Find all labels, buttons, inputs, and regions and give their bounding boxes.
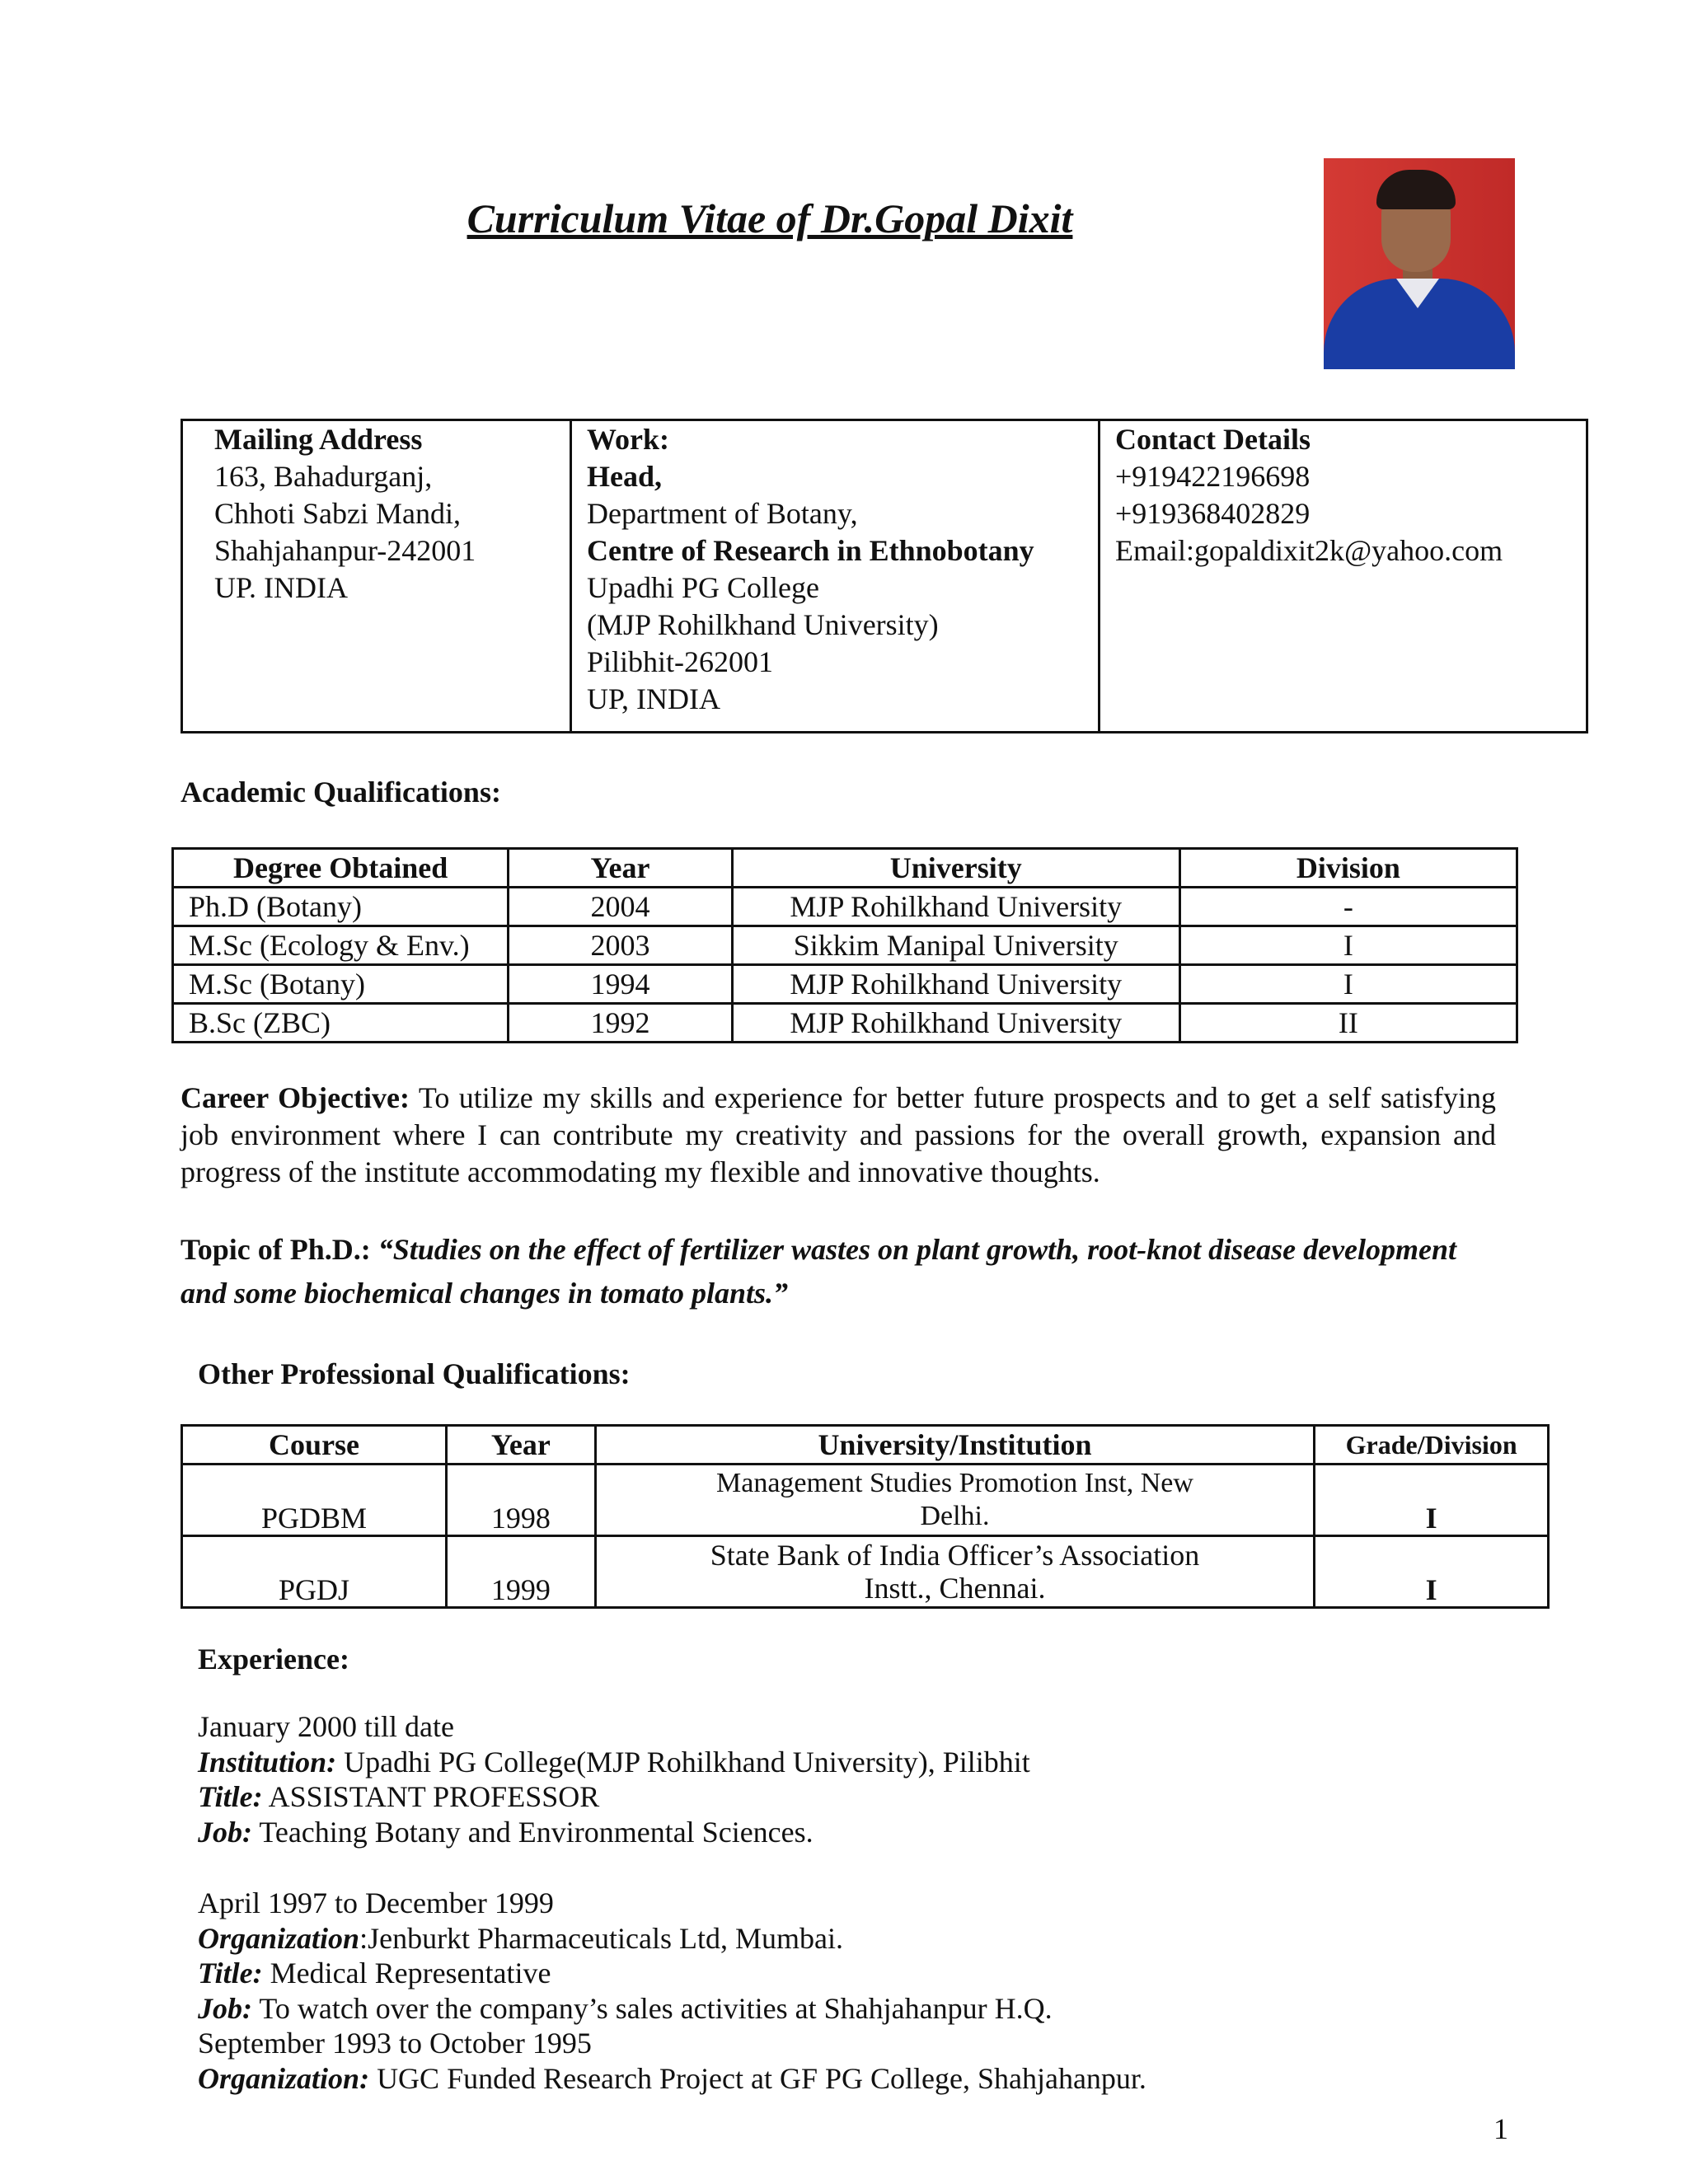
table-cell: Sikkim Manipal University [732,926,1179,965]
organization-value: :Jenburkt Pharmaceuticals Ltd, Mumbai. [359,1921,843,1955]
mailing-address-cell [183,421,572,731]
table-cell: MJP Rohilkhand University [732,888,1179,926]
work-line: Upadhi PG College [587,571,819,604]
institution-line: State Bank of India Officer’s Association [710,1539,1200,1572]
table-cell [595,1465,1315,1536]
table-cell: M.Sc (Ecology & Env.) [173,926,509,965]
title-label: Title: [198,1780,263,1813]
work-line: Pilibhit-262001 [587,645,774,678]
academic-heading: Academic Qualifications: [181,776,501,808]
work-cell [572,421,1100,731]
career-text: To utilize my skills and experience for better future prospects and to get a self satisfying job environment where I can contribute my creativity and passions for the overall growth, expansion and progress of the institute accommodating my flexible and innovative thoughts. [181,1081,1496,1188]
experience-period: April 1997 to December 1999 [198,1886,554,1919]
column-header: University [732,849,1179,888]
table-row [182,1465,1549,1536]
mailing-line: 163, Bahadurganj, [214,460,433,493]
page-number: 1 [1493,2112,1508,2145]
institution-line: Management Studies Promotion Inst, New [716,1468,1193,1498]
contact-cell [1100,421,1588,731]
table-cell: MJP Rohilkhand University [732,1004,1179,1043]
organization-value: UGC Funded Research Project at GF PG College, Shahjahanpur. [377,2061,1146,2095]
experience-institution [198,1745,1517,1780]
title-value: ASSISTANT PROFESSOR [268,1780,600,1813]
institution-value: Upadhi PG College(MJP Rohilkhand University), Pilibhit [344,1745,1030,1779]
mailing-line: Shahjahanpur-242001 [214,534,476,567]
experience-entry [198,1886,1517,2026]
job-value: Teaching Botany and Environmental Sciences. [259,1815,814,1849]
other-qualifications-heading: Other Professional Qualifications: [198,1357,631,1390]
organization-label: Organization: [198,2061,370,2095]
table-row [173,965,1517,1004]
table-cell: PGDJ [182,1536,447,1608]
job-label: Job: [198,1991,252,2025]
organization-label: Organization [198,1921,360,1955]
table-cell: I [1179,926,1517,965]
table-cell: - [1179,888,1517,926]
experience-title [198,1779,1517,1815]
table-header-row [173,849,1517,888]
column-header: Year [509,849,732,888]
experience-organization [198,1921,1517,1957]
title-value: Medical Representative [270,1957,551,1990]
institution-line: Instt., Chennai. [864,1572,1046,1605]
table-cell: 1994 [509,965,732,1004]
career-objective [181,1080,1496,1191]
work-position: Head, [587,460,663,493]
table-cell [595,1536,1315,1608]
other-qualifications-table [181,1424,1550,1609]
table-row [173,1004,1517,1043]
phone-2: +919368402829 [1115,497,1311,530]
contact-info-table [181,419,1588,733]
experience-entry [198,1709,1517,1849]
column-header: University/Institution [595,1426,1315,1465]
table-cell: II [1179,1004,1517,1043]
career-label: Career Objective: [181,1081,410,1114]
table-cell: PGDBM [182,1465,447,1536]
mailing-line: Chhoti Sabzi Mandi, [214,497,461,530]
table-row [182,1536,1549,1608]
work-dept: Department of Botany, [587,497,858,530]
table-cell: Ph.D (Botany) [173,888,509,926]
job-value: To watch over the company’s sales activities at Shahjahanpur H.Q. [259,1991,1053,2025]
phone-1: +919422196698 [1115,460,1311,493]
table-cell: 1998 [447,1465,596,1536]
table-row [173,888,1517,926]
table-cell: I [1179,965,1517,1004]
profile-photo [1324,158,1515,369]
table-cell: B.Sc (ZBC) [173,1004,509,1043]
experience-job [198,1991,1517,2027]
work-heading: Work: [587,423,670,456]
experience-period: September 1993 to October 1995 [198,2027,592,2060]
column-header: Course [182,1426,447,1465]
work-line: UP, INDIA [587,682,720,715]
email: Email:gopaldixit2k@yahoo.com [1115,534,1503,567]
table-cell: 2003 [509,926,732,965]
experience-job [198,1815,1517,1850]
table-cell: 1999 [447,1536,596,1608]
mailing-line: UP. INDIA [214,571,348,604]
column-header: Grade/Division [1315,1426,1549,1465]
table-header-row [182,1426,1549,1465]
table-cell: I [1315,1536,1549,1608]
column-header: Division [1179,849,1517,888]
experience-list [198,1709,1517,2096]
title-label: Title: [198,1957,263,1990]
academic-table [171,847,1518,1043]
table-row [173,926,1517,965]
phd-topic [181,1228,1499,1315]
contact-heading: Contact Details [1115,423,1311,456]
table-cell: 1992 [509,1004,732,1043]
phd-label: Topic of Ph.D.: [181,1233,371,1266]
job-label: Job: [198,1815,252,1849]
experience-heading: Experience: [198,1643,349,1675]
column-header: Degree Obtained [173,849,509,888]
work-line: (MJP Rohilkhand University) [587,608,939,641]
experience-organization [198,2061,1517,2097]
phd-text: “Studies on the effect of fertilizer wastes on plant growth, root-knot disease development and some biochemical changes in tomato plants.” [181,1233,1457,1310]
table-cell: I [1315,1465,1549,1536]
experience-entry [198,2026,1517,2096]
work-centre: Centre of Research in Ethnobotany [587,534,1034,567]
table-cell: M.Sc (Botany) [173,965,509,1004]
mailing-heading: Mailing Address [214,423,423,456]
column-header: Year [447,1426,596,1465]
experience-title [198,1956,1517,1991]
experience-period: January 2000 till date [198,1710,454,1743]
table-cell: MJP Rohilkhand University [732,965,1179,1004]
page-title: Curriculum Vitae of Dr.Gopal Dixit [467,195,1073,241]
institution-label: Institution: [198,1745,337,1779]
institution-line: Delhi. [920,1501,990,1531]
table-cell: 2004 [509,888,732,926]
